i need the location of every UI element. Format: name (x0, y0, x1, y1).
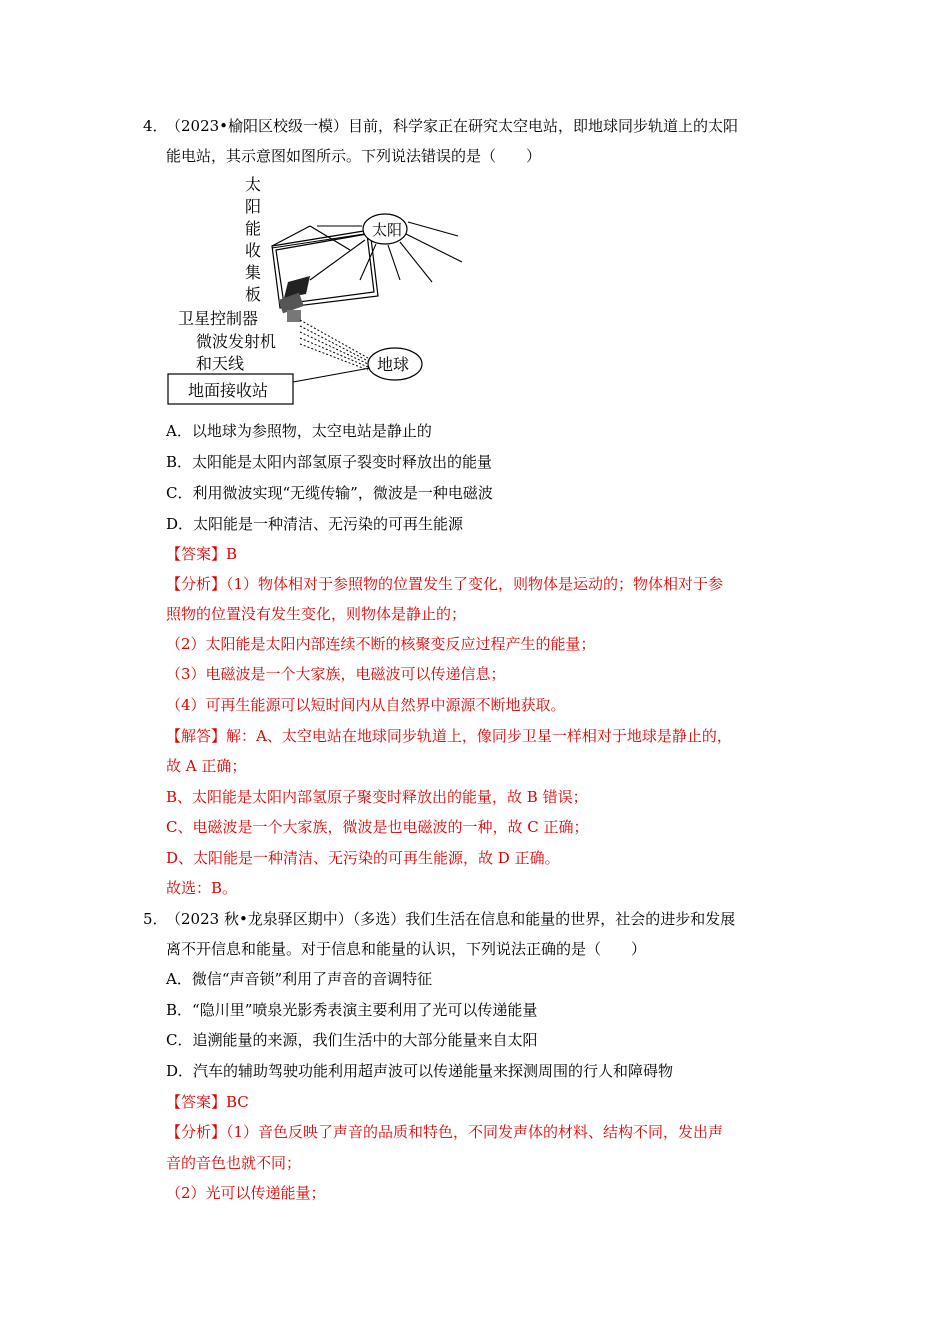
q4-option-c: C．利用微波实现“无缆传输”，微波是一种电磁波 (166, 484, 493, 502)
station-label: 地面接收站 (188, 381, 269, 400)
q5-stem-line-2: 离不开信息和能量。对于信息和能量的认识，下列说法正确的是（ ） (166, 940, 647, 958)
q4-analysis-line-5: （4）可再生能源可以短时间内从自然界中源源不断地获取。 (166, 696, 566, 714)
svg-text:集: 集 (245, 263, 262, 282)
controller-label: 卫星控制器 (178, 309, 259, 328)
q4-analysis-line-1: 【分析】（1）物体相对于参照物的位置发生了变化，则物体是运动的；物体相对于参 (166, 575, 724, 593)
q4-analysis-line-2: 照物的位置没有发生变化，则物体是静止的； (166, 605, 467, 623)
q4-solution-line-6: 故选：B。 (166, 879, 238, 897)
q4-number: 4． (143, 117, 168, 135)
q4-solution-line-2: 故 A 正确； (166, 757, 247, 775)
q5-analysis-line-3: （2）光可以传递能量； (166, 1184, 326, 1202)
sun-label: 太阳 (372, 221, 403, 239)
q5-analysis-line-2: 音的音色也就不同； (166, 1154, 302, 1172)
q5-option-d: D．汽车的辅助驾驶功能利用超声波可以传递能量来探测周围的行人和障碍物 (166, 1062, 674, 1080)
panel-label (245, 175, 261, 304)
q5-option-a: A．微信“声音锁”利用了声音的音调特征 (166, 970, 433, 988)
q5-option-b: B．“隐川里”喷泉光影秀表演主要利用了光可以传递能量 (166, 1001, 538, 1019)
q4-stem-line-2: 能电站，其示意图如图所示。下列说法错误的是（ ） (166, 147, 542, 165)
svg-text:阳: 阳 (245, 197, 262, 216)
svg-text:能: 能 (245, 219, 262, 238)
q4-solution-line-5: D、太阳能是一种清洁、无污染的可再生能源，故 D 正确。 (166, 849, 560, 867)
space-solar-station-diagram (160, 170, 480, 410)
earth-label: 地球 (377, 355, 410, 374)
transmitter-label-2: 和天线 (196, 354, 245, 373)
svg-text:板: 板 (245, 285, 262, 304)
q5-number: 5． (143, 910, 168, 928)
transmitter-label-1: 微波发射机 (196, 332, 277, 351)
q4-option-d: D．太阳能是一种清洁、无污染的可再生能源 (166, 515, 464, 533)
q4-option-b: B．太阳能是太阳内部氢原子裂变时释放出的能量 (166, 453, 493, 471)
microwave-beam (300, 320, 368, 370)
q4-analysis-line-4: （3）电磁波是一个大家族，电磁波可以传递信息； (166, 665, 506, 683)
q4-solution-line-4: C、电磁波是一个大家族，微波是也电磁波的一种，故 C 正确； (166, 818, 589, 836)
q4-analysis-line-3: （2）太阳能是太阳内部连续不断的核聚变反应过程产生的能量； (166, 635, 596, 653)
q4-option-a: A．以地球为参照物，太空电站是静止的 (166, 422, 432, 440)
q5-option-c: C．追溯能量的来源，我们生活中的大部分能量来自太阳 (166, 1031, 538, 1049)
svg-text:太: 太 (245, 175, 262, 194)
svg-text:收: 收 (245, 241, 262, 260)
q4-solution-line-3: B、太阳能是太阳内部氢原子聚变时释放出的能量，故 B 错误； (166, 788, 588, 806)
q5-stem-line-1: （2023 秋•龙泉驿区期中）（多选）我们生活在信息和能量的世界，社会的进步和发展 (166, 910, 736, 928)
q4-stem-line-1: （2023•榆阳区校级一模）目前，科学家正在研究太空电站，即地球同步轨道上的太阳 (166, 117, 739, 135)
q4-solution-line-1: 【解答】解：A、太空电站在地球同步轨道上，像同步卫星一样相对于地球是静止的， (166, 727, 732, 745)
station-pointer (293, 368, 370, 382)
q4-answer: 【答案】B (166, 545, 238, 563)
satellite-controller-shape (278, 276, 310, 322)
q5-analysis-line-1: 【分析】（1）音色反映了声音的品质和特色，不同发声体的材料、结构不同，发出声 (166, 1123, 724, 1141)
q5-answer: 【答案】BC (166, 1093, 249, 1111)
